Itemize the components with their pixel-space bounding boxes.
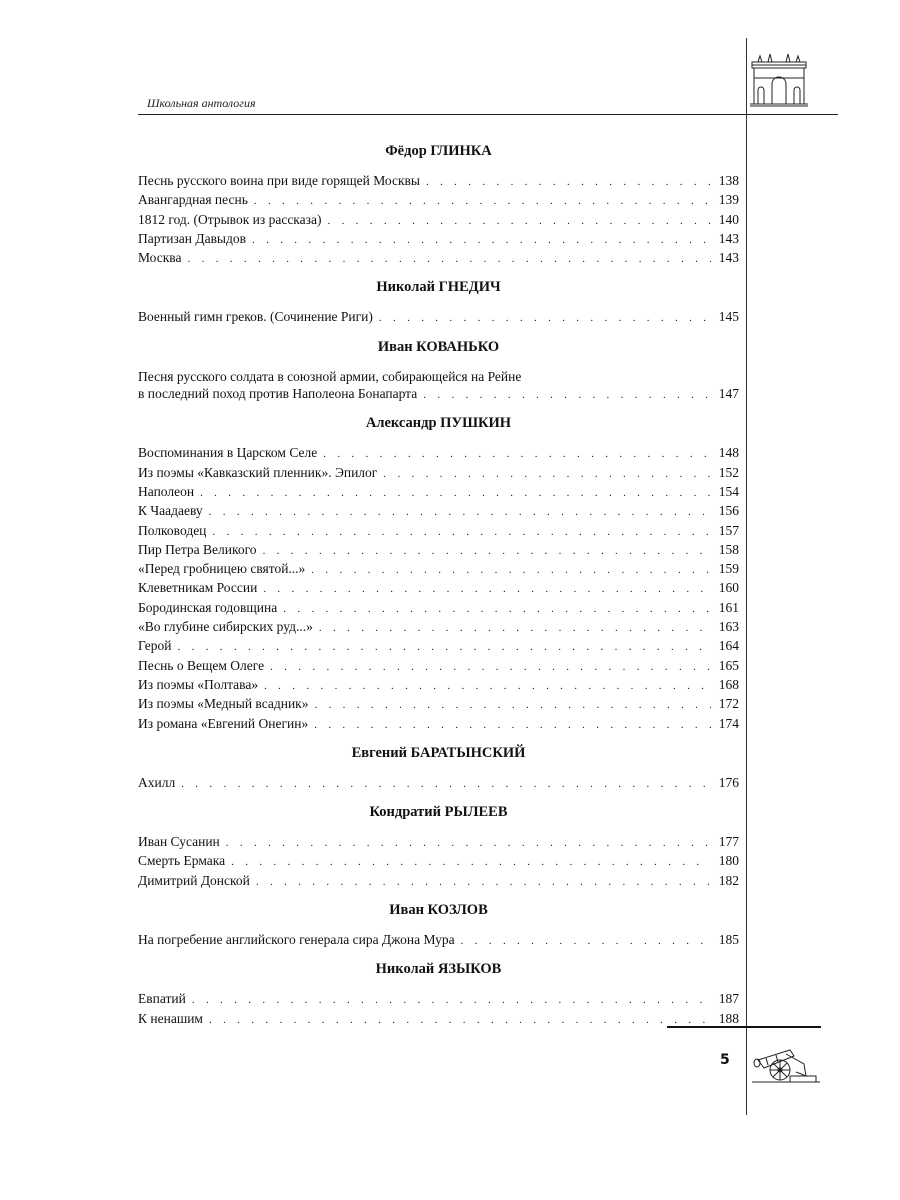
entry-title: На погребение английского генерала сира Джона Мура	[138, 932, 455, 948]
toc-entry[interactable]	[138, 249, 739, 268]
dot-leader	[311, 562, 711, 579]
toc-entry[interactable]	[138, 990, 739, 1009]
author-heading: Николай ГНЕДИЧ	[376, 279, 501, 296]
toc-entry[interactable]	[138, 230, 739, 249]
entry-title: Наполеон	[138, 483, 195, 499]
entry-page: 138	[718, 173, 739, 188]
entry-title: К Чаадаеву	[138, 503, 203, 519]
entry-title: Из поэмы «Кавказский пленник». Эпилог	[138, 464, 378, 480]
entry-title: «Перед гробницею святой...»	[138, 561, 306, 577]
entry-title: Песнь русского воина при виде горящей Москвы	[138, 173, 420, 188]
entry-title: Москва	[138, 250, 182, 266]
dot-leader	[231, 854, 711, 871]
dot-leader	[192, 992, 711, 1009]
table-of-contents	[138, 141, 739, 1038]
dot-leader	[209, 504, 711, 521]
entry-page: 143	[718, 250, 739, 266]
entry-title: Димитрий Донской	[138, 872, 250, 888]
entry-page: 177	[718, 834, 739, 850]
dot-leader	[314, 717, 711, 734]
entry-page: 160	[718, 580, 739, 596]
entry-title: Ахилл	[138, 774, 176, 790]
entry-page: 168	[718, 676, 739, 692]
toc-entry[interactable]	[138, 444, 739, 463]
dot-leader	[323, 446, 711, 463]
entry-page: 163	[718, 619, 739, 635]
toc-section	[138, 959, 739, 1029]
entry-page: 159	[718, 561, 739, 577]
entry-title: «Во глубине сибирских руд...»	[138, 619, 313, 635]
entry-page: 152	[718, 464, 739, 480]
toc-entry[interactable]	[138, 657, 739, 676]
entry-page: 156	[718, 503, 739, 519]
toc-section	[138, 141, 739, 268]
entry-title: Партизан Давыдов	[138, 230, 246, 246]
toc-entry[interactable]	[138, 483, 739, 502]
dot-leader	[181, 776, 711, 793]
entry-title: Из романа «Евгений Онегин»	[138, 715, 309, 731]
running-header: Школьная антология	[147, 96, 256, 110]
dot-leader	[423, 387, 711, 404]
entry-title: Из поэмы «Медный всадник»	[138, 696, 309, 712]
entry-title: в последний поход против Наполеона Бонапарта	[138, 386, 418, 402]
footer-rule	[667, 1026, 821, 1028]
entry-page: 165	[718, 657, 739, 673]
toc-section	[138, 900, 739, 950]
toc-section	[138, 337, 739, 405]
toc-section	[138, 277, 739, 327]
author-heading: Иван КОВАНЬКО	[377, 338, 500, 355]
header-rule	[138, 114, 838, 115]
toc-section	[138, 413, 739, 733]
toc-entry[interactable]	[138, 1010, 739, 1029]
dot-leader	[226, 835, 711, 852]
dot-leader	[212, 524, 711, 541]
entry-title: Из поэмы «Полтава»	[138, 676, 259, 692]
entry-title: Военный гимн греков. (Сочинение Риги)	[138, 309, 373, 325]
entry-page: 154	[718, 483, 739, 499]
toc-entry[interactable]	[138, 464, 739, 483]
entry-title-line1: Песня русского солдата в союзной армии, собирающейся на Рейне	[138, 368, 522, 384]
vertical-margin-rule	[746, 38, 747, 1115]
toc-entry[interactable]	[138, 931, 739, 950]
dot-leader	[254, 193, 711, 210]
toc-entry[interactable]	[138, 385, 739, 404]
toc-entry[interactable]	[138, 618, 739, 637]
dot-leader	[209, 1012, 711, 1029]
toc-entry[interactable]	[138, 695, 739, 714]
entry-page: 157	[718, 522, 739, 538]
toc-entry[interactable]	[138, 191, 739, 210]
dot-leader	[188, 251, 712, 268]
entry-page: 164	[718, 638, 739, 654]
entry-page: 176	[718, 774, 739, 790]
author-heading: Александр ПУШКИН	[365, 415, 512, 432]
toc-entry[interactable]	[138, 637, 739, 656]
entry-title: Герой	[138, 638, 172, 654]
entry-page: 174	[718, 715, 739, 731]
dot-leader	[270, 659, 711, 676]
toc-entry[interactable]	[138, 852, 739, 871]
author-heading: Евгений БАРАТЫНСКИЙ	[351, 744, 526, 761]
dot-leader	[314, 697, 711, 714]
toc-entry[interactable]	[138, 502, 739, 521]
dot-leader	[264, 678, 711, 695]
page-number: 5	[720, 1052, 730, 1068]
entry-title: Смерть Ермака	[138, 853, 226, 869]
toc-entry[interactable]	[138, 211, 739, 230]
entry-page: 140	[718, 211, 739, 227]
toc-entry[interactable]	[138, 774, 739, 793]
entry-page: 187	[718, 991, 739, 1007]
toc-section	[138, 743, 739, 793]
dot-leader	[263, 543, 711, 560]
entry-page: 172	[718, 696, 739, 712]
author-heading: Фёдор ГЛИНКА	[385, 143, 492, 159]
entry-title: Пир Петра Великого	[138, 541, 257, 557]
entry-page: 158	[718, 541, 739, 557]
cannon-icon	[750, 1042, 822, 1086]
entry-page: 188	[718, 1010, 739, 1026]
entry-page: 145	[718, 309, 739, 325]
toc-section	[138, 802, 739, 891]
entry-title: К ненашим	[138, 1010, 203, 1026]
toc-entry[interactable]	[138, 599, 739, 618]
entry-title: Полководец	[138, 522, 207, 538]
entry-title: Авангардная песнь	[138, 192, 248, 208]
author-heading: Кондратий РЫЛЕЕВ	[369, 804, 508, 821]
author-heading: Николай ЯЗЫКОВ	[375, 961, 502, 978]
entry-page: 182	[718, 872, 739, 888]
dot-leader	[263, 581, 711, 598]
toc-entry[interactable]	[138, 522, 739, 541]
entry-title: Клеветникам России	[138, 580, 258, 596]
dot-leader	[461, 933, 711, 950]
toc-entry[interactable]	[138, 579, 739, 598]
entry-title: Воспоминания в Царском Селе	[138, 445, 318, 461]
entry-page: 180	[718, 853, 739, 869]
dot-leader	[327, 213, 711, 230]
dot-leader	[383, 466, 711, 483]
entry-page: 185	[718, 932, 739, 948]
entry-title: Евпатий	[138, 991, 186, 1007]
dot-leader	[252, 232, 711, 249]
author-heading: Иван КОЗЛОВ	[389, 902, 488, 919]
dot-leader	[426, 174, 711, 191]
entry-page: 139	[718, 192, 739, 208]
toc-entry[interactable]	[138, 872, 739, 891]
dot-leader	[256, 874, 711, 891]
toc-entry[interactable]	[138, 676, 739, 695]
entry-page: 143	[718, 230, 739, 246]
entry-title: 1812 год. (Отрывок из рассказа)	[138, 211, 322, 227]
toc-entry[interactable]	[138, 715, 739, 734]
entry-title: Песнь о Вещем Олеге	[138, 657, 265, 673]
toc-entry[interactable]	[138, 541, 739, 560]
entry-title: Бородинская годовщина	[138, 599, 278, 615]
entry-title: Иван Сусанин	[138, 834, 220, 850]
entry-page: 147	[718, 386, 739, 402]
entry-page: 148	[718, 445, 739, 461]
dot-leader	[200, 485, 711, 502]
dot-leader	[319, 620, 711, 637]
toc-entry[interactable]	[138, 560, 739, 579]
toc-entry[interactable]	[138, 833, 739, 852]
arch-icon	[748, 48, 810, 110]
dot-leader	[178, 639, 712, 656]
toc-entry[interactable]	[138, 172, 739, 191]
dot-leader	[379, 310, 711, 327]
entry-page: 161	[718, 599, 739, 615]
toc-entry[interactable]	[138, 308, 739, 327]
dot-leader	[283, 601, 711, 618]
